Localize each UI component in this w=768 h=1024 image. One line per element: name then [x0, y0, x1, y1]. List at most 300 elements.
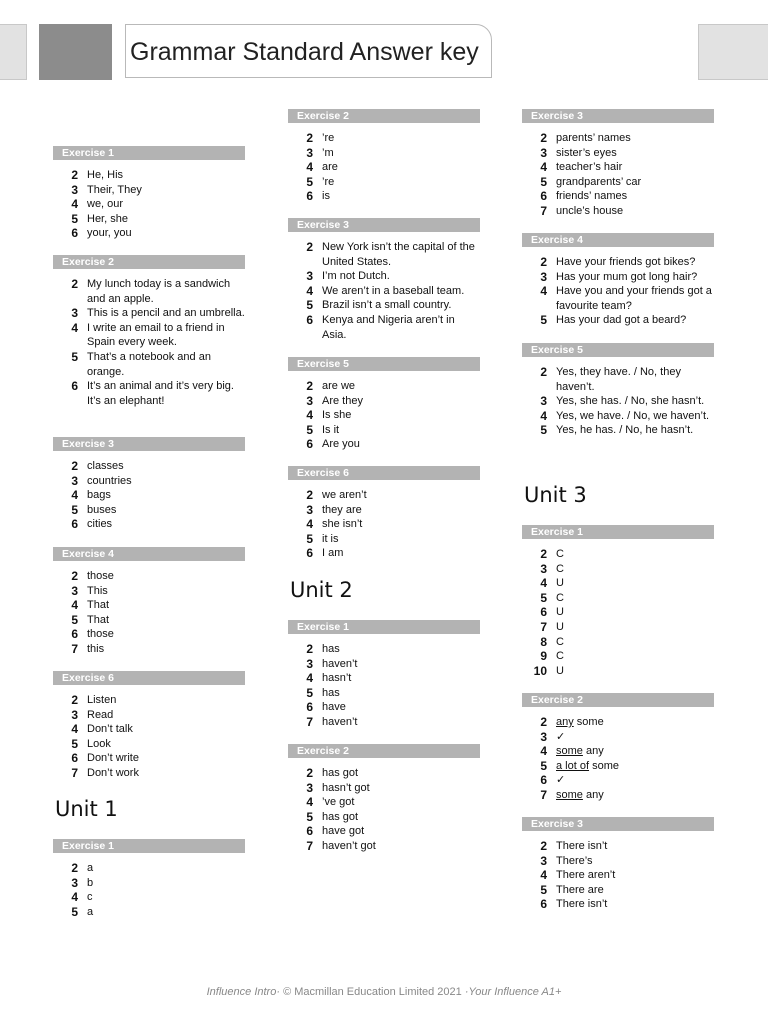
answer-number: 3 — [540, 729, 547, 744]
answer-number: 6 — [71, 379, 78, 394]
answer-item — [53, 459, 245, 474]
answer-item — [288, 824, 480, 839]
answer-text: grandparents’ car — [556, 175, 642, 188]
answer-item — [53, 708, 245, 723]
answer-text: those — [87, 570, 114, 582]
answer-text: There are — [556, 883, 604, 896]
answer-text: It’s an animal and it’s very big. It’s an elephant! — [87, 380, 234, 407]
answer-list — [53, 168, 245, 241]
answer-item — [288, 394, 480, 409]
answer-text: Yes, we have. / No, we haven’t. — [556, 409, 710, 422]
answer-number: 6 — [306, 437, 313, 452]
answer-number: 4 — [306, 671, 313, 686]
answer-number: 2 — [540, 839, 547, 853]
answer-text: Yes, he has. / No, he hasn’t. — [556, 424, 694, 437]
answer-number: 6 — [71, 751, 78, 766]
answer-item — [288, 546, 480, 561]
answer-text: Has your dad got a beard? — [556, 314, 687, 327]
answer-list — [53, 569, 245, 657]
answer-item — [288, 532, 480, 547]
answer-number: 6 — [306, 312, 313, 327]
answer-item — [522, 189, 714, 204]
answer-item — [53, 379, 245, 408]
answer-item — [288, 657, 480, 672]
answer-number: 2 — [71, 569, 78, 583]
page-title: Grammar Standard Answer key — [130, 38, 479, 66]
answer-item — [53, 321, 245, 350]
answer-list — [53, 861, 245, 919]
answer-number: 5 — [71, 349, 78, 364]
col1-unit1-ex1 — [53, 839, 245, 919]
answer-number: 7 — [306, 838, 313, 853]
answer-text: Is it — [322, 423, 340, 436]
answer-number: 6 — [71, 627, 78, 642]
underlined-answer: any — [556, 716, 574, 728]
answer-text: C — [556, 635, 564, 648]
answer-item — [53, 168, 245, 183]
answer-item — [522, 773, 714, 788]
answer-item — [522, 854, 714, 869]
answer-item — [288, 437, 480, 452]
answer-item — [288, 284, 480, 299]
answer-item — [288, 313, 480, 342]
col2-ex3 — [288, 218, 480, 342]
answer-text — [556, 788, 714, 803]
answer-text: Look — [87, 737, 111, 750]
col2-unit2-ex2 — [288, 744, 480, 854]
answer-item — [522, 131, 714, 146]
answer-list — [288, 131, 480, 204]
answer-number: 4 — [71, 890, 78, 905]
answer-item — [522, 744, 714, 759]
answer-text: Read — [87, 708, 114, 721]
answer-list — [522, 255, 714, 328]
answer-item — [288, 517, 480, 532]
answer-item — [288, 700, 480, 715]
footer-book-left: Influence Intro — [206, 986, 277, 998]
answer-item — [53, 890, 245, 905]
answer-text: sister’s eyes — [556, 146, 617, 159]
footer-copyright: © Macmillan Education Limited 2021 — [283, 986, 462, 998]
answer-number: 4 — [71, 320, 78, 335]
answer-number: 3 — [306, 145, 313, 160]
answer-item — [288, 810, 480, 825]
answer-list — [288, 642, 480, 730]
title-box — [125, 24, 492, 78]
answer-item — [522, 839, 714, 854]
answer-number: 4 — [71, 598, 78, 613]
answer-list — [53, 459, 245, 532]
answer-item — [522, 605, 714, 620]
answer-item — [53, 306, 245, 321]
exercise-title: Exercise 5 — [522, 343, 714, 357]
exercise-title: Exercise 3 — [522, 109, 714, 123]
answer-text: ’ve got — [322, 796, 355, 809]
answer-text: this — [87, 642, 105, 655]
answer-number: 2 — [540, 131, 547, 145]
answer-number: 6 — [540, 897, 547, 912]
answer-text: I am — [322, 547, 344, 560]
col3-ex4 — [522, 233, 714, 328]
answer-list — [53, 693, 245, 781]
answer-text: My lunch today is a sandwich and an apple. — [87, 278, 231, 305]
answer-number: 7 — [540, 787, 547, 802]
col2-ex2 — [288, 109, 480, 204]
answer-number: 7 — [306, 714, 313, 729]
answer-number: 5 — [540, 590, 547, 605]
underlined-answer: some — [556, 745, 583, 758]
answer-text: b — [87, 876, 94, 889]
answer-item — [522, 270, 714, 285]
exercise-title: Exercise 1 — [522, 525, 714, 539]
answer-item — [522, 365, 714, 394]
answer-number: 4 — [540, 160, 547, 175]
answer-text: There’s — [556, 854, 593, 867]
answer-text: He, His — [87, 169, 124, 181]
answer-item — [522, 759, 714, 774]
exercise-title: Exercise 3 — [522, 817, 714, 831]
exercise-title: Exercise 1 — [53, 146, 245, 160]
answer-item — [53, 183, 245, 198]
answer-number: 3 — [540, 145, 547, 160]
answer-number: 2 — [71, 861, 78, 875]
col2-ex6 — [288, 466, 480, 561]
answer-item — [53, 905, 245, 920]
answer-item — [288, 795, 480, 810]
answer-number: 4 — [540, 744, 547, 759]
exercise-title: Exercise 2 — [53, 255, 245, 269]
section-marker-block — [39, 24, 112, 80]
answer-number: 5 — [540, 174, 547, 189]
answer-text: Are you — [322, 438, 360, 451]
answer-item — [53, 861, 245, 876]
answer-text: Their, They — [87, 183, 142, 196]
answer-text: we aren’t — [322, 489, 367, 501]
answer-text: we, our — [87, 198, 124, 211]
exercise-title: Exercise 2 — [288, 109, 480, 123]
answer-item — [522, 547, 714, 562]
col3-unit3-ex1 — [522, 525, 714, 678]
unit1-heading: Unit 1 — [55, 797, 118, 821]
exercise-title: Exercise 4 — [522, 233, 714, 247]
answer-item — [288, 146, 480, 161]
exercise-title: Exercise 3 — [53, 437, 245, 451]
answer-text: are — [322, 161, 338, 174]
underlined-answer: some — [556, 788, 583, 801]
answer-item — [288, 269, 480, 284]
answer-number: 3 — [540, 561, 547, 576]
answer-item — [522, 635, 714, 650]
answer-item — [288, 379, 480, 394]
answer-item — [53, 722, 245, 737]
answer-number: 4 — [540, 284, 547, 299]
answer-text: ’re — [322, 175, 335, 188]
answer-text: Don’t talk — [87, 723, 133, 736]
col2-unit2-ex1 — [288, 620, 480, 730]
answer-text: haven’t — [322, 657, 358, 670]
answer-text: have got — [322, 825, 365, 838]
answer-text: Her, she — [87, 212, 128, 225]
answer-item — [288, 503, 480, 518]
answer-number: 2 — [71, 693, 78, 707]
underlined-answer: a lot of — [556, 759, 590, 772]
answer-number: 3 — [306, 780, 313, 795]
col3-ex3 — [522, 109, 714, 219]
answer-number: 4 — [71, 722, 78, 737]
left-edge-tab — [0, 24, 27, 80]
answer-list — [522, 131, 714, 219]
answer-number: 4 — [71, 488, 78, 503]
answer-number: 2 — [306, 766, 313, 780]
answer-text: Has your mum got long hair? — [556, 270, 698, 283]
exercise-title: Exercise 1 — [288, 620, 480, 634]
answer-text: a — [87, 862, 94, 874]
answer-item — [522, 146, 714, 161]
answer-number: 8 — [540, 634, 547, 649]
answer-rest: some — [589, 759, 619, 772]
answer-text: Listen — [87, 694, 117, 706]
answer-text: bags — [87, 489, 111, 502]
answer-item — [53, 693, 245, 708]
answer-text: C — [556, 562, 564, 575]
answer-item — [288, 781, 480, 796]
answer-item — [53, 488, 245, 503]
answer-item — [288, 189, 480, 204]
answer-item — [522, 730, 714, 745]
exercise-title: Exercise 6 — [288, 466, 480, 480]
answer-text: c — [87, 891, 93, 904]
col1-ex4 — [53, 547, 245, 657]
answer-item — [288, 160, 480, 175]
answer-text: U — [556, 664, 564, 677]
answer-list — [288, 766, 480, 854]
answer-item — [522, 620, 714, 635]
answer-text: are we — [322, 380, 356, 392]
answer-number: 2 — [71, 168, 78, 182]
answer-item — [53, 226, 245, 241]
answer-number: 2 — [306, 642, 313, 656]
answer-number: 4 — [71, 197, 78, 212]
answer-number: 10 — [533, 663, 547, 678]
answer-number: 3 — [540, 394, 547, 409]
answer-number: 5 — [306, 174, 313, 189]
answer-text — [556, 715, 714, 730]
answer-number: 9 — [540, 649, 547, 664]
answer-text: parents’ names — [556, 132, 631, 144]
col3-ex5 — [522, 343, 714, 438]
answer-text — [556, 759, 714, 774]
answer-item — [53, 197, 245, 212]
answer-item — [288, 671, 480, 686]
answer-rest: any — [582, 745, 604, 758]
answer-text: your, you — [87, 227, 132, 240]
answer-text: has — [322, 643, 340, 655]
answer-text — [556, 744, 714, 759]
col3-unit3-ex3 — [522, 817, 714, 912]
answer-item — [53, 642, 245, 657]
answer-number: 5 — [306, 422, 313, 437]
answer-item — [53, 627, 245, 642]
answer-number: 6 — [71, 517, 78, 532]
answer-number: 6 — [306, 824, 313, 839]
exercise-title: Exercise 4 — [53, 547, 245, 561]
answer-list — [288, 488, 480, 561]
answer-number: 5 — [540, 423, 547, 438]
answer-item — [288, 839, 480, 854]
answer-text: C — [556, 650, 564, 663]
answer-item — [522, 204, 714, 219]
answer-text: haven’t — [322, 715, 358, 728]
answer-text: There aren’t — [556, 869, 616, 882]
answer-text: This — [87, 584, 108, 597]
answer-text: We aren’t in a baseball team. — [322, 284, 465, 297]
answer-text: I’m not Dutch. — [322, 270, 390, 283]
col1-ex6 — [53, 671, 245, 781]
answer-text: has got — [322, 810, 359, 823]
answer-item — [288, 766, 480, 781]
answer-item — [522, 562, 714, 577]
answer-item — [522, 591, 714, 606]
answer-number: 2 — [306, 131, 313, 145]
answer-item — [522, 423, 714, 438]
answer-number: 2 — [540, 365, 547, 379]
answer-text: C — [556, 591, 564, 604]
answer-list — [522, 547, 714, 678]
answer-number: 6 — [306, 546, 313, 561]
answer-number: 2 — [306, 379, 313, 393]
answer-item — [288, 642, 480, 657]
answer-list — [288, 240, 480, 342]
answer-item — [288, 240, 480, 269]
answer-text: hasn’t got — [322, 781, 370, 794]
answer-item — [288, 131, 480, 146]
answer-item — [53, 598, 245, 613]
answer-item — [53, 277, 245, 306]
col2-ex5 — [288, 357, 480, 452]
right-edge-tab — [698, 24, 768, 80]
answer-number: 3 — [71, 875, 78, 890]
answer-text: There isn’t — [556, 898, 608, 911]
answer-number: 4 — [306, 283, 313, 298]
answer-item — [522, 649, 714, 664]
answer-text: ✓ — [556, 730, 566, 743]
answer-number: 6 — [540, 189, 547, 204]
answer-text: This is a pencil and an umbrella. — [87, 307, 245, 320]
answer-item — [522, 664, 714, 679]
answer-item — [53, 569, 245, 584]
answer-text: it is — [322, 532, 339, 545]
answer-number: 3 — [71, 473, 78, 488]
answer-text: Are they — [322, 394, 363, 407]
answer-list — [522, 715, 714, 803]
answer-number: 6 — [540, 773, 547, 788]
answer-number: 7 — [540, 619, 547, 634]
answer-number: 5 — [306, 809, 313, 824]
answer-number: 4 — [540, 868, 547, 883]
col3-unit3-ex2 — [522, 693, 714, 803]
answer-number: 2 — [306, 240, 313, 254]
answer-item — [522, 788, 714, 803]
answer-text: Don’t work — [87, 766, 139, 779]
answer-item — [522, 897, 714, 912]
answer-item — [288, 488, 480, 503]
answer-number: 3 — [306, 502, 313, 517]
answer-text: those — [87, 628, 114, 641]
answer-number: 7 — [71, 641, 78, 656]
exercise-title: Exercise 1 — [53, 839, 245, 853]
answer-item — [522, 883, 714, 898]
answer-number: 4 — [306, 160, 313, 175]
unit2-heading: Unit 2 — [290, 578, 353, 602]
exercise-title: Exercise 5 — [288, 357, 480, 371]
answer-number: 4 — [306, 408, 313, 423]
answer-item — [522, 255, 714, 270]
answer-list — [522, 365, 714, 438]
col1-ex3 — [53, 437, 245, 532]
answer-text: Yes, she has. / No, she hasn’t. — [556, 395, 705, 408]
answer-number: 3 — [306, 269, 313, 284]
answer-item — [522, 868, 714, 883]
answer-number: 5 — [71, 502, 78, 517]
answer-item — [53, 503, 245, 518]
answer-item — [53, 517, 245, 532]
answer-text: U — [556, 620, 564, 633]
answer-item — [53, 766, 245, 781]
answer-text: a — [87, 905, 94, 918]
answer-number: 2 — [540, 547, 547, 561]
answer-number: 4 — [540, 408, 547, 423]
answer-number: 5 — [71, 736, 78, 751]
answer-text: U — [556, 577, 564, 590]
answer-item — [53, 613, 245, 628]
answer-item — [522, 409, 714, 424]
answer-item — [53, 584, 245, 599]
answer-number: 3 — [71, 306, 78, 321]
exercise-title: Exercise 6 — [53, 671, 245, 685]
answer-item — [522, 576, 714, 591]
answer-text: Have your friends got bikes? — [556, 256, 696, 268]
answer-item — [522, 313, 714, 328]
page-footer: Influence Intro· © Macmillan Education Limited 2021 ·Your Influence A1+ — [206, 986, 562, 998]
answer-text: Yes, they have. / No, they haven’t. — [556, 366, 681, 393]
answer-number: 6 — [71, 226, 78, 241]
answer-text: Don’t write — [87, 752, 139, 765]
exercise-title: Exercise 2 — [288, 744, 480, 758]
answer-item — [53, 212, 245, 227]
answer-text: Kenya and Nigeria aren’t in Asia. — [322, 313, 455, 341]
answer-number: 4 — [306, 517, 313, 532]
answer-text: has — [322, 686, 340, 699]
answer-number: 3 — [71, 182, 78, 197]
answer-number: 3 — [540, 853, 547, 868]
answer-text: uncle’s house — [556, 204, 624, 217]
answer-number: 4 — [306, 795, 313, 810]
answer-text: ✓ — [556, 774, 566, 787]
answer-text: That — [87, 599, 110, 612]
answer-text: That’s a notebook and an orange. — [87, 350, 211, 378]
answer-number: 5 — [540, 758, 547, 773]
answer-text: cities — [87, 518, 113, 531]
answer-number: 6 — [540, 605, 547, 620]
col1-ex2 — [53, 255, 245, 408]
answer-list — [53, 277, 245, 408]
answer-item — [522, 284, 714, 313]
answer-number: 6 — [306, 700, 313, 715]
answer-number: 5 — [306, 685, 313, 700]
answer-number: 3 — [71, 583, 78, 598]
answer-text: is — [322, 190, 330, 203]
answer-number: 3 — [306, 656, 313, 671]
